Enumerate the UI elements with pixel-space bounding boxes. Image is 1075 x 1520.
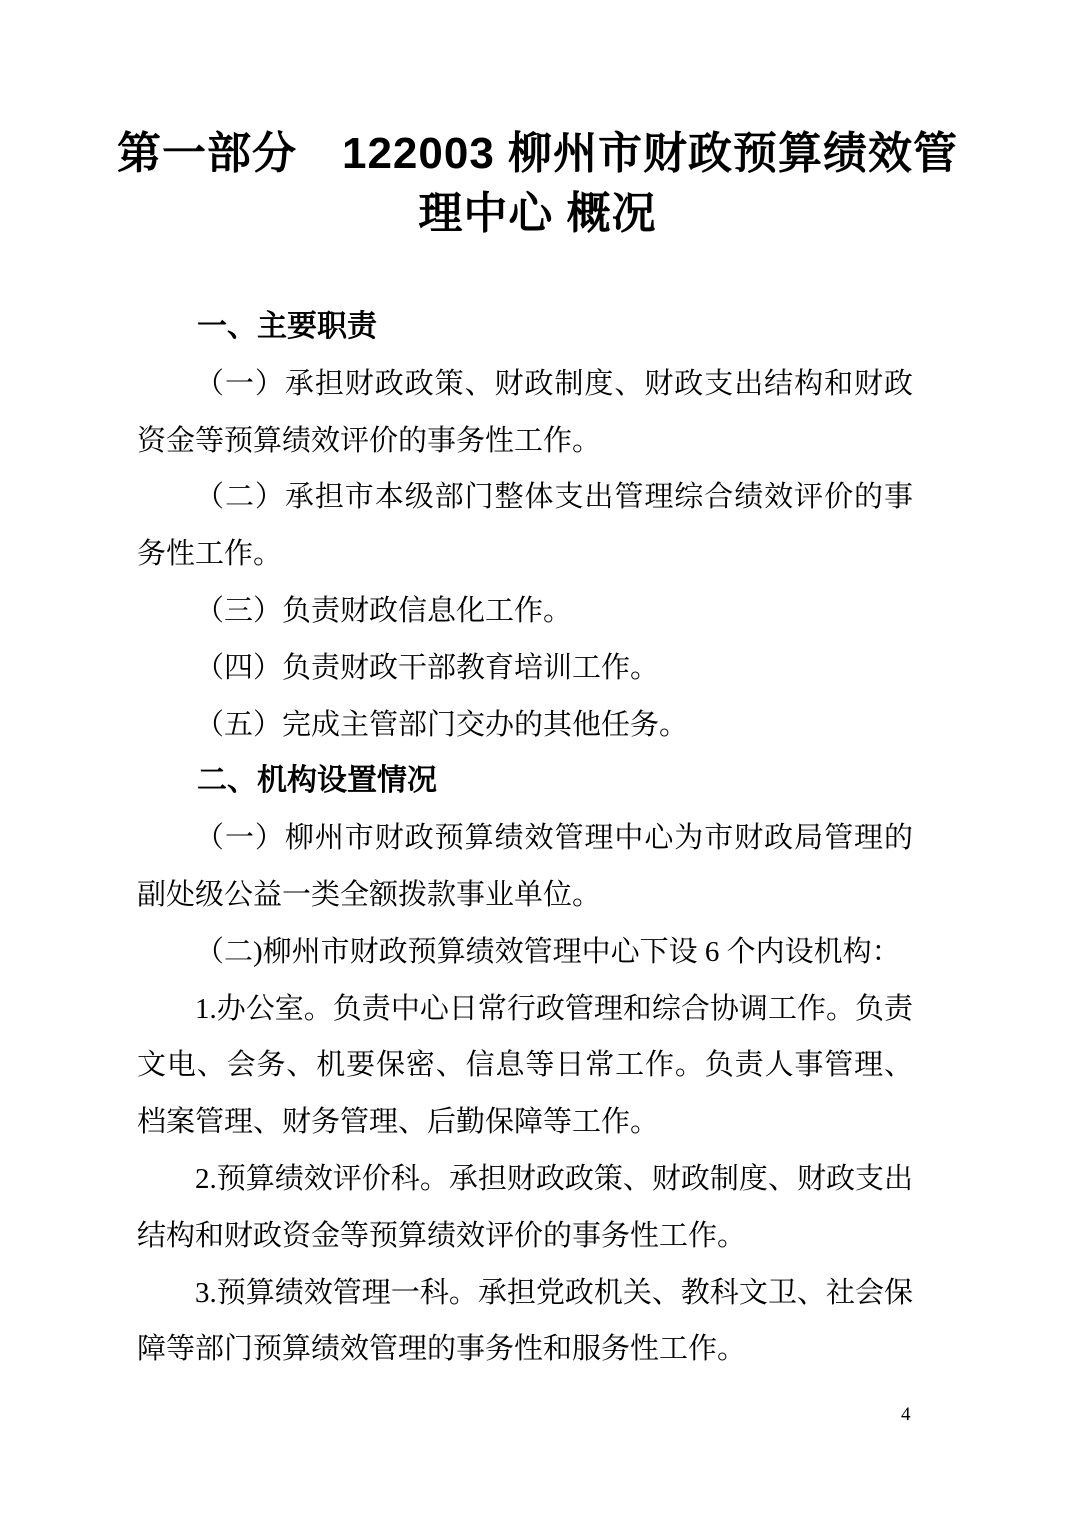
document-body [137, 299, 913, 1378]
paragraph: （四）负责财政干部教育培训工作。 [195, 651, 660, 684]
paragraph: （一）柳州市财政预算绩效管理中心为市财政局管理的副处级公益一类全额拨款事业单位。 [137, 822, 913, 911]
page-number: 4 [901, 1404, 911, 1425]
paragraph: （五）完成主管部门交办的其他任务。 [195, 708, 689, 741]
page-title-line-2: 理中心 概况 [418, 189, 657, 238]
page-title-line-1: 第一部分 122003 柳州市财政预算绩效管 [116, 129, 959, 178]
paragraph: （二）承担市本级部门整体支出管理综合绩效评价的事务性工作。 [137, 481, 913, 571]
paragraph: 2.预算绩效评价科。承担财政政策、财政制度、财政支出结构和财政资金等预算绩效评价的事务性工作。 [137, 1162, 913, 1252]
paragraph: （三）负责财政信息化工作。 [195, 594, 573, 627]
page-title [0, 124, 1075, 244]
paragraph: （二)柳州市财政预算绩效管理中心下设 6 个内设机构： [195, 935, 901, 968]
section-heading: 二、机构设置情况 [197, 764, 437, 798]
paragraph: 3.预算绩效管理一科。承担党政机关、教科文卫、社会保障等部门预算绩效管理的事务性和服务性工作。 [137, 1276, 913, 1366]
section-heading: 一、主要职责 [197, 310, 377, 343]
paragraph: 1.办公室。负责中心日常行政管理和综合协调工作。负责文电、会务、机要保密、信息等日常工作。负责人事管理、档案管理、财务管理、后勤保障等工作。 [137, 992, 913, 1139]
paragraph: （一）承担财政政策、财政制度、财政支出结构和财政资金等预算绩效评价的事务性工作。 [137, 367, 913, 457]
